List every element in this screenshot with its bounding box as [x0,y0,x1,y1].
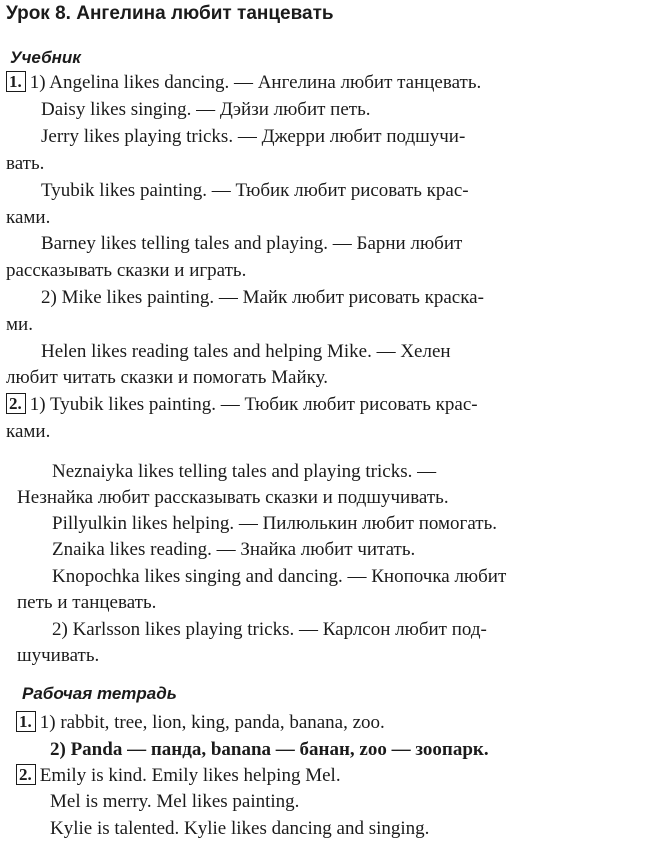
textbook-ex2-line: 2. 1) Tyubik likes painting. — Тюбик любит рисовать крас- [6,393,478,417]
exercise-number-box: 2. [16,764,36,785]
textbook-ex1-line: Daisy likes singing. — Дэйзи любит петь. [41,99,371,120]
textbook-ex2-line: Knopochka likes singing and dancing. — Кнопочка любит [52,566,507,587]
exercise-number-box: 1. [6,71,26,92]
textbook-ex2-line: 2) Karlsson likes playing tricks. — Карлсон любит под- [52,619,487,640]
textbook-ex2-line: Незнайка любит рассказывать сказки и подшучивать. [17,487,449,508]
workbook-ex2-line: 2. Emily is kind. Emily likes helping Mel. [16,764,341,788]
textbook-ex1-line: Tyubik likes painting. — Тюбик любит рисовать крас- [41,180,469,201]
textbook-ex2-line: Znaika likes reading. — Знайка любит читать. [52,539,416,560]
textbook-ex1-line: Barney likes telling tales and playing. — Барни любит [41,233,463,254]
workbook-ex1-line: 2) Panda — панда, banana — банан, zoo — зоопарк. [50,739,489,760]
lesson-title: Урок 8. Ангелина любит танцевать [6,3,334,24]
textbook-ex2-line: петь и танцевать. [17,592,157,613]
textbook-heading: Учебник [10,48,81,67]
textbook-ex1-line: рассказывать сказки и играть. [6,260,247,281]
workbook-ex2-line: Kylie is talented. Kylie likes dancing and singing. [50,818,430,839]
exercise-number-box: 1. [16,711,36,732]
textbook-ex2-line: Neznaiyka likes telling tales and playing tricks. — [52,461,437,482]
textbook-ex1-line: 1. 1) Angelina likes dancing. — Ангелина любит танцевать. [6,71,481,95]
textbook-ex1-line: Helen likes reading tales and helping Mike. — Хелен [41,341,451,362]
textbook-ex1-line: ми. [6,314,33,335]
workbook-ex1-line: 1. 1) rabbit, tree, lion, king, panda, banana, zoo. [16,711,385,735]
textbook-ex1-line: ками. [6,207,51,228]
exercise-number-box: 2. [6,393,26,414]
textbook-ex2-line: шучивать. [17,645,100,666]
textbook-ex2-line: ками. [6,421,51,442]
textbook-ex1-line: любит читать сказки и помогать Майку. [6,367,328,388]
textbook-ex1-line: 2) Mike likes painting. — Майк любит рисовать краска- [41,287,484,308]
textbook-ex1-line: Jerry likes playing tricks. — Джерри любит подшучи- [41,126,466,147]
textbook-ex2-line: Pillyulkin likes helping. — Пилюлькин любит помогать. [52,513,497,534]
workbook-heading: Рабочая тетрадь [22,684,177,703]
textbook-ex1-line: вать. [6,153,45,174]
workbook-ex2-line: Mel is merry. Mel likes painting. [50,791,300,812]
